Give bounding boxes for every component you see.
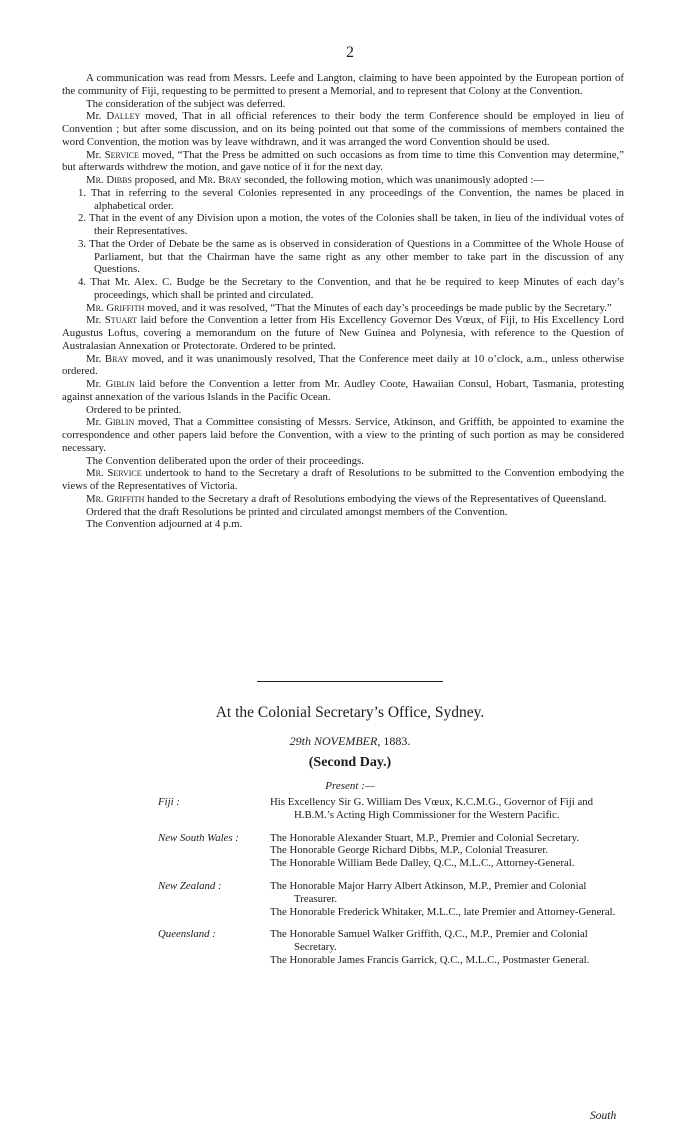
date-day: 29: [289, 734, 302, 748]
resolution-text: That in referring to the several Colonies represented in any proceedings of the Convention, the names be placed in alphabetical order.: [90, 186, 624, 212]
paragraph-text: moved, That a Committee consisting of Messrs. Service, Atkinson, and Griffith, be appointed to examine the correspondence and other papers laid before the Convention, with a view to the printing of such portion as may be considered necessary.: [62, 416, 624, 454]
paragraph-stuart-letter: [62, 314, 624, 352]
speaker-name: Bray: [218, 174, 242, 186]
colony-name: Queensland :: [158, 928, 216, 941]
section-divider: [257, 681, 443, 682]
resolution-number: 2.: [78, 212, 87, 225]
delegation-fiji: [0, 796, 700, 822]
speaker-name: Bray: [104, 352, 129, 365]
present-label: Present :—: [325, 780, 375, 792]
member-list: [270, 796, 630, 822]
speaker-name: Griffith: [106, 301, 145, 314]
speaker-prefix: Mr.: [86, 148, 102, 161]
member-entry: The Honorable James Francis Garrick, Q.C., M.L.C., Postmaster General.: [270, 953, 590, 966]
paragraph-text: proposed, and: [134, 174, 196, 186]
colony-name: New Zealand :: [158, 879, 222, 892]
speaker-prefix: Mr.: [86, 416, 102, 429]
paragraph-text: laid before the Convention a letter from His Excellency Governor Des Vœux, of Fiji, to His Excellency Lord Augustus Loftus, covering a memorandum on the future of New Guinea and Polynesia, with reference to the Question of Australasian Annexation or Protectorate. Ordered to be printed.: [62, 314, 624, 352]
speaker-prefix: Mr.: [86, 301, 104, 314]
minutes-body: [62, 72, 624, 531]
speaker-prefix: Mr.: [197, 174, 216, 186]
speaker-name: Giblin: [105, 416, 135, 429]
resolution-text: That the Order of Debate be the same as is observed in consideration of Questions in a Committee of the Whole House of Parliament, but that the Chairman have the same right as any other member to take part in the discussion of any Questions.: [89, 237, 624, 276]
speaker-name: Giblin: [105, 378, 135, 390]
date-ordinal: th: [301, 734, 311, 748]
paragraph-leefe-langton: A communication was read from Messrs. Leefe and Langton, claiming to have been appointed by the European portion of the community of Fiji, requesting to be permitted to present a Memorial, and to represent that Colony at the Convention.: [62, 72, 624, 97]
paragraph-text: undertook to hand to the Secretary a draft of Resolutions to be submitted to the Convention embodying the views of the Representatives of Victoria.: [62, 467, 625, 492]
speaker-prefix: Mr.: [86, 467, 104, 480]
member-list: [270, 928, 630, 966]
catchword: South: [590, 1110, 617, 1122]
paragraph-adjourned: The Convention adjourned at 4 p.m.: [86, 518, 243, 531]
office-heading: At the Colonial Secretary’s Office, Sydney.: [215, 704, 485, 721]
paragraph-text: handed to the Secretary a draft of Resolutions embodying the views of the Representatives of Queensland.: [147, 492, 607, 505]
paragraph-ordered-printed: Ordered to be printed.: [86, 403, 182, 416]
delegation-queensland: [0, 928, 700, 966]
paragraph-service-press: [62, 149, 624, 175]
page-number: 2: [346, 44, 354, 61]
member-list: [270, 832, 630, 870]
speaker-prefix: Mr.: [86, 352, 102, 365]
delegation-new-south-wales: [0, 832, 700, 870]
paragraph-griffith-minutes: [62, 302, 624, 315]
paragraph-giblin-committee: [62, 416, 624, 454]
paragraph-draft-printed: Ordered that the draft Resolutions be printed and circulated amongst members of the Convention.: [86, 505, 508, 518]
speaker-prefix: Mr.: [86, 492, 104, 505]
paragraph-deliberated: The Convention deliberated upon the order of their proceedings.: [86, 454, 364, 467]
attendance-list: [0, 796, 700, 977]
resolution-number: 1.: [78, 186, 87, 199]
paragraph-dibbs-bray: [62, 174, 624, 187]
resolution-item: [78, 276, 624, 302]
member-entry: The Honorable William Bede Dalley, Q.C., M.L.C., Attorney-General.: [270, 857, 575, 870]
day-heading: (Second Day.): [308, 755, 392, 770]
paragraph-text: laid before the Convention a letter from Mr. Audley Coote, Hawaiian Consul, Hobart, Tasmania, protesting against annexation of the various Islands in the Pacific Ocean.: [62, 378, 625, 403]
delegation-new-zealand: [0, 880, 700, 918]
paragraph-text: moved, “That the Press be admitted on such occasions as from time to time this Convention may determine,” but afterwards withdrew the motion, and gave notice of it for the next day.: [62, 148, 625, 174]
resolution-number: 3.: [78, 237, 87, 250]
speaker-prefix: Mr.: [86, 314, 102, 327]
colony-name: Fiji :: [158, 796, 180, 808]
member-entry: The Honorable Frederick Whitaker, M.L.C., late Premier and Attorney-General.: [270, 905, 616, 918]
member-entry: The Honorable Samuel Walker Griffith, Q.C., M.P., Premier and Colonial Secretary.: [270, 928, 588, 954]
meeting-date: [0, 734, 700, 749]
resolution-item: [78, 212, 624, 238]
paragraph-deferred: The consideration of the subject was deferred.: [86, 97, 286, 110]
colony-name: New South Wales :: [158, 831, 239, 844]
date-year: 1883.: [383, 734, 411, 748]
resolution-text: That Mr. Alex. C. Budge be the Secretary to the Convention, and that he be required to keep Minutes of each day’s proceedings, which shall be printed and circulated.: [90, 276, 624, 301]
member-entry: The Honorable George Richard Dibbs, M.P., Colonial Treasurer.: [270, 844, 549, 857]
paragraph-text: moved, That in all official references to their body the term Conference should be employed in lieu of Convention ; but after some discussion, and on its being pointed out that some of the commissions of members contained the word Convention, the motion was by leave withdrawn, and it was arranged the word Convention should be used.: [62, 110, 625, 148]
speaker-name: Service: [107, 467, 142, 480]
speaker-prefix: Mr.: [86, 110, 102, 123]
paragraph-text: moved, and it was unanimously resolved, That the Conference meet daily at 10 o’clock, a.m., unless otherwise ordered.: [62, 352, 625, 378]
paragraph-bray-meeting-time: [62, 353, 624, 379]
paragraph-service-draft: [62, 467, 624, 493]
resolution-text: That in the event of any Division upon a motion, the votes of the Colonies shall be taken, in lieu of the individual votes of their Representatives.: [88, 212, 624, 237]
resolution-item: [78, 237, 624, 276]
speaker-name: Service: [104, 148, 139, 161]
paragraph-dalley-motion: [62, 110, 624, 148]
member-entry: His Excellency Sir G. William Des Vœux, K.C.M.G., Governor of Fiji and H.B.M.’s Acting High Commissioner for the Western Pacific.: [270, 796, 594, 821]
speaker-name: Griffith: [106, 492, 145, 505]
paragraph-text: seconded, the following motion, which was unanimously adopted :—: [244, 174, 545, 186]
speaker-prefix: Mr.: [86, 378, 102, 390]
speaker-name: Dibbs: [106, 174, 132, 186]
resolution-item: [78, 186, 624, 213]
paragraph-griffith-draft: [62, 493, 624, 506]
date-month: NOVEMBER,: [314, 734, 381, 748]
speaker-name: Dalley: [106, 110, 141, 123]
speaker-name: Stuart: [104, 314, 137, 327]
member-entry: The Honorable Major Harry Albert Atkinson, M.P., Premier and Colonial Treasurer.: [270, 879, 587, 905]
member-list: [270, 880, 630, 918]
paragraph-text: moved, and it was resolved, “That the Minutes of each day’s proceedings be made public by the Secretary.”: [147, 301, 612, 314]
speaker-prefix: Mr.: [86, 174, 104, 186]
resolution-number: 4.: [78, 276, 87, 288]
paragraph-giblin-letter: [62, 378, 624, 404]
member-entry: The Honorable Alexander Stuart, M.P., Premier and Colonial Secretary.: [270, 831, 580, 844]
